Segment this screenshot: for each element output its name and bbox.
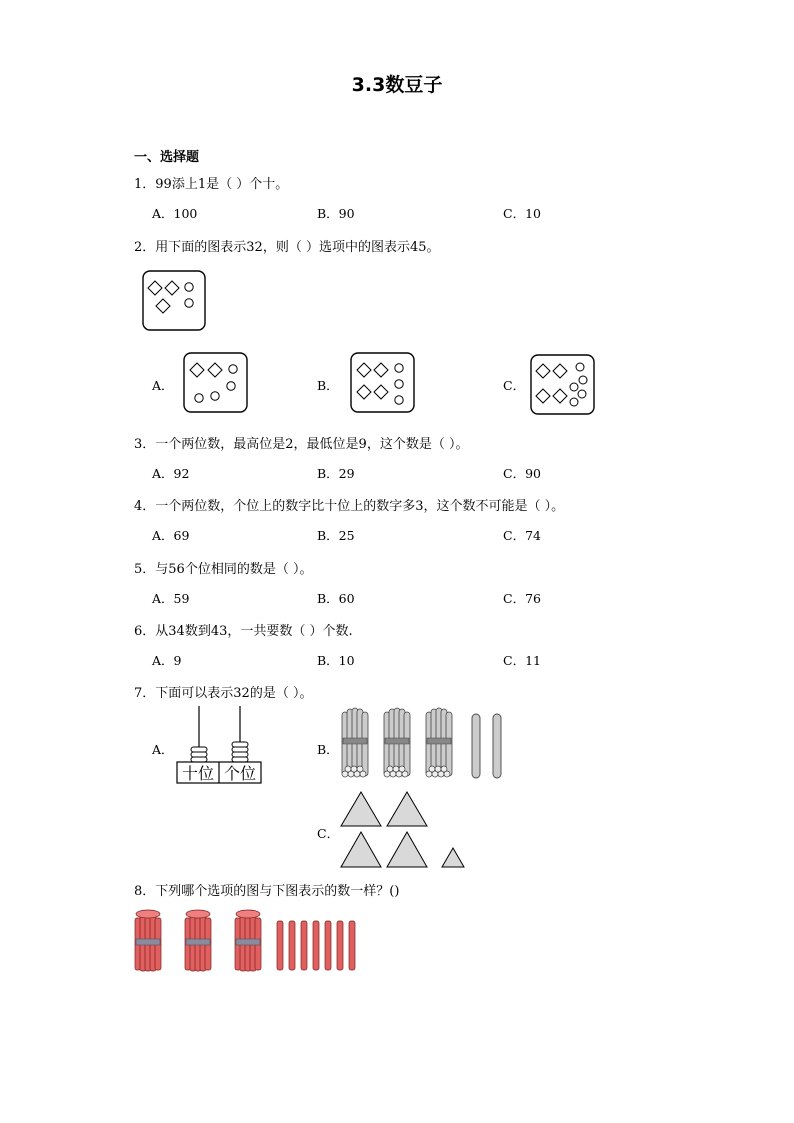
q3-option-b[interactable]: B．29 [317, 466, 355, 481]
question-1: 1．99添上1是（ ）个十。 [134, 177, 289, 192]
section-heading: 一、选择题 [134, 150, 200, 165]
q5-option-c[interactable]: C．76 [503, 591, 541, 606]
q2-option-c[interactable]: C． [503, 378, 526, 393]
q7-option-c-triangles-figure[interactable] [338, 790, 468, 870]
q2-option-b[interactable]: B． [317, 378, 339, 393]
q7-option-c[interactable]: C． [317, 826, 340, 841]
q5-option-b[interactable]: B．60 [317, 591, 355, 606]
q3-option-a[interactable]: A．92 [152, 466, 190, 481]
q2-option-a-figure[interactable] [183, 352, 248, 414]
q6-option-a[interactable]: A．9 [152, 653, 182, 668]
question-2: 2．用下面的图表示32，则（ ）选项中的图表示45。 [134, 240, 440, 255]
q4-option-a[interactable]: A．69 [152, 528, 190, 543]
abacus-ones-label: 个位 [223, 764, 257, 783]
q4-option-c[interactable]: C．74 [503, 528, 541, 543]
question-4: 4．一个两位数，个位上的数字比十位上的数字多3，这个数不可能是（ ）。 [134, 499, 565, 514]
q2-reference-figure [142, 270, 206, 332]
gray-stick-bundle [426, 708, 452, 777]
gray-stick-bundle [384, 708, 410, 777]
q3-option-c[interactable]: C．90 [503, 466, 541, 481]
q1-option-b[interactable]: B．90 [317, 206, 355, 221]
gray-stick-bundle [342, 708, 368, 777]
question-8: 8．下列哪个选项的图与下图表示的数一样？() [134, 884, 400, 899]
red-stick-bundle [235, 910, 261, 971]
q4-option-b[interactable]: B．25 [317, 528, 355, 543]
q2-option-c-figure[interactable] [530, 354, 595, 416]
question-5: 5．与56个位相同的数是（ ）。 [134, 562, 313, 577]
red-stick-bundle [135, 910, 161, 971]
q1-option-a[interactable]: A．100 [152, 206, 198, 221]
abacus-tens-label: 十位 [181, 764, 215, 783]
q5-option-a[interactable]: A．59 [152, 591, 190, 606]
red-stick-bundle [185, 910, 211, 971]
question-6: 6．从34数到43，一共要数（ ）个数. [134, 624, 353, 639]
q6-option-b[interactable]: B．10 [317, 653, 355, 668]
single-stick [493, 714, 501, 778]
q1-option-c[interactable]: C．10 [503, 206, 541, 221]
q7-option-a[interactable]: A． [152, 742, 174, 757]
q8-red-sticks-figure [132, 908, 358, 974]
q7-option-b[interactable]: B． [317, 742, 339, 757]
page-title: 3.3数豆子 [351, 74, 443, 96]
q2-option-b-figure[interactable] [350, 352, 415, 414]
question-3: 3．一个两位数，最高位是2，最低位是9，这个数是（ ）。 [134, 437, 469, 452]
single-stick [472, 714, 480, 778]
q6-option-c[interactable]: C．11 [503, 653, 541, 668]
q7-abacus-figure[interactable] [176, 706, 262, 784]
single-red-sticks [277, 921, 355, 970]
q7-option-b-sticks-figure[interactable] [338, 706, 508, 782]
question-7: 7．下面可以表示32的是（ ）。 [134, 686, 313, 701]
q2-option-a[interactable]: A． [152, 378, 174, 393]
